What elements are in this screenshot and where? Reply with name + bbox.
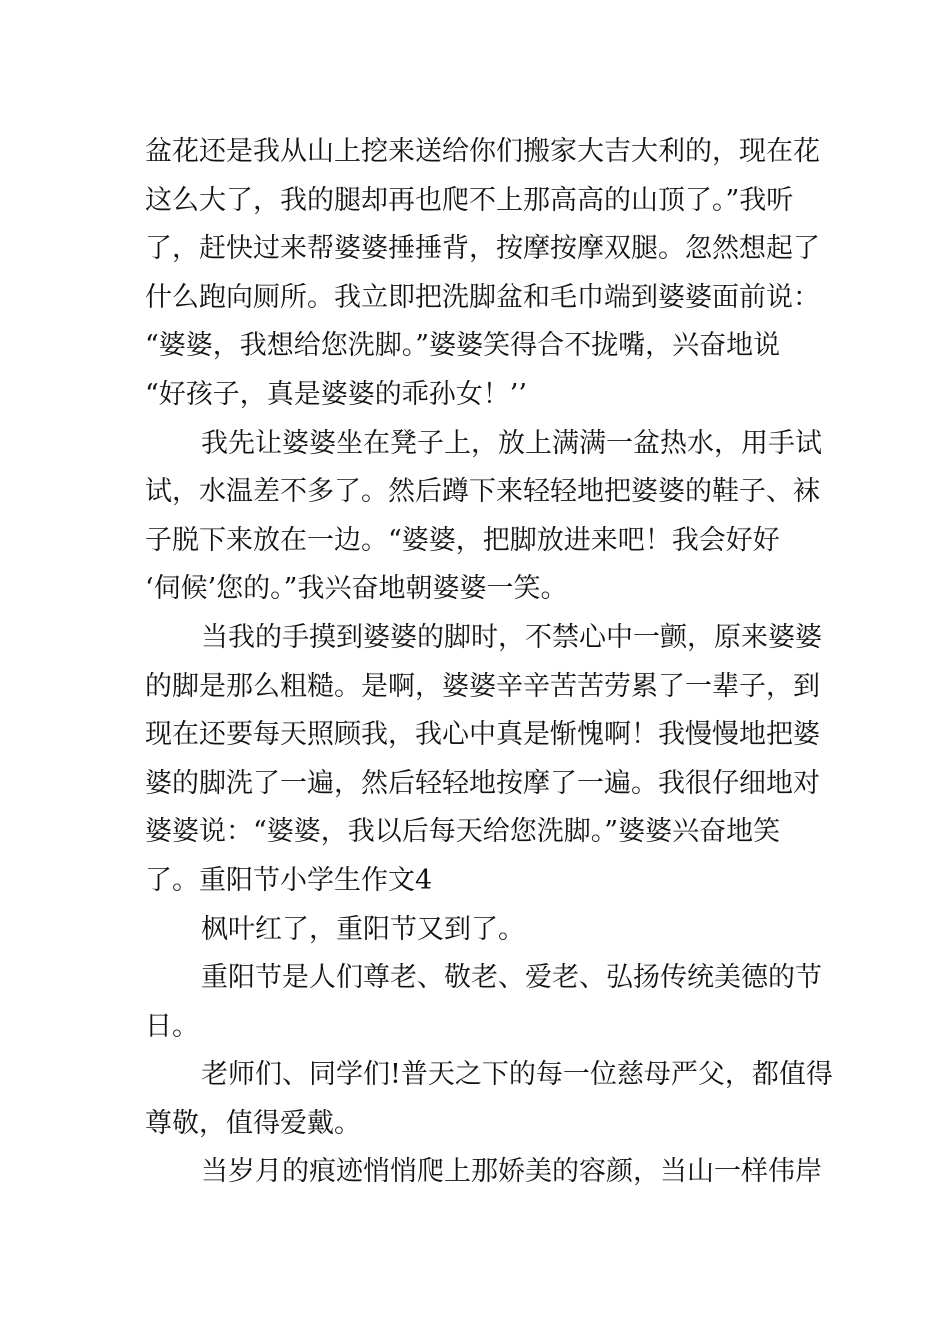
text-line: 现在还要每天照顾我，我心中真是惭愧啊！我慢慢地把婆: [145, 719, 820, 751]
text-line: 试，水温差不多了。然后蹲下来轻轻地把婆婆的鞋子、袜: [145, 476, 820, 508]
text-line: 我先让婆婆坐在凳子上，放上满满一盆热水，用手试: [201, 427, 822, 459]
text-line: 尊敬，值得爱戴。: [145, 1107, 361, 1139]
text-line: 这么大了，我的腿却再也爬不上那高高的山顶了。”我听: [145, 184, 794, 216]
text-line: 盆花还是我从山上挖来送给你们搬家大吉大利的，现在花: [145, 136, 820, 167]
text-line: 婆婆说：“婆婆，我以后每天给您洗脚。”婆婆兴奋地笑: [145, 816, 781, 848]
text-line: 老师们、同学们!普天之下的每一位慈母严父，都值得: [201, 1059, 833, 1091]
text-line: “婆婆，我想给您洗脚。”婆婆笑得合不拢嘴，兴奋地说: [145, 330, 781, 362]
text-line: “好孩子，真是婆婆的乖孙女！’’: [145, 378, 527, 410]
text-line: 了。重阳节小学生作文4: [145, 864, 433, 896]
text-line: 当岁月的痕迹悄悄爬上那娇美的容颜，当山一样伟岸: [201, 1156, 822, 1188]
essay-text: [145, 128, 833, 1197]
text-line: 什么跑向厕所。我立即把洗脚盆和毛巾端到婆婆面前说：: [145, 281, 820, 313]
text-line: ‘伺候’您的。”我兴奋地朝婆婆一笑。: [145, 573, 568, 605]
text-line: 日。: [145, 1010, 199, 1042]
text-line: 了，赶快过来帮婆婆捶捶背，按摩按摩双腿。忽然想起了: [145, 233, 820, 265]
text-line: 重阳节是人们尊老、敬老、爱老、弘扬传统美德的节: [201, 962, 822, 994]
text-line: 的脚是那么粗糙。是啊，婆婆辛辛苦苦劳累了一辈子，到: [145, 670, 820, 702]
text-line: 婆的脚洗了一遍，然后轻轻地按摩了一遍。我很仔细地对: [145, 767, 820, 799]
text-line: 枫叶红了，重阳节又到了。: [201, 913, 525, 945]
text-line: 当我的手摸到婆婆的脚时，不禁心中一颤，原来婆婆: [201, 621, 822, 653]
text-line: 子脱下来放在一边。“婆婆，把脚放进来吧！我会好好: [145, 524, 780, 556]
